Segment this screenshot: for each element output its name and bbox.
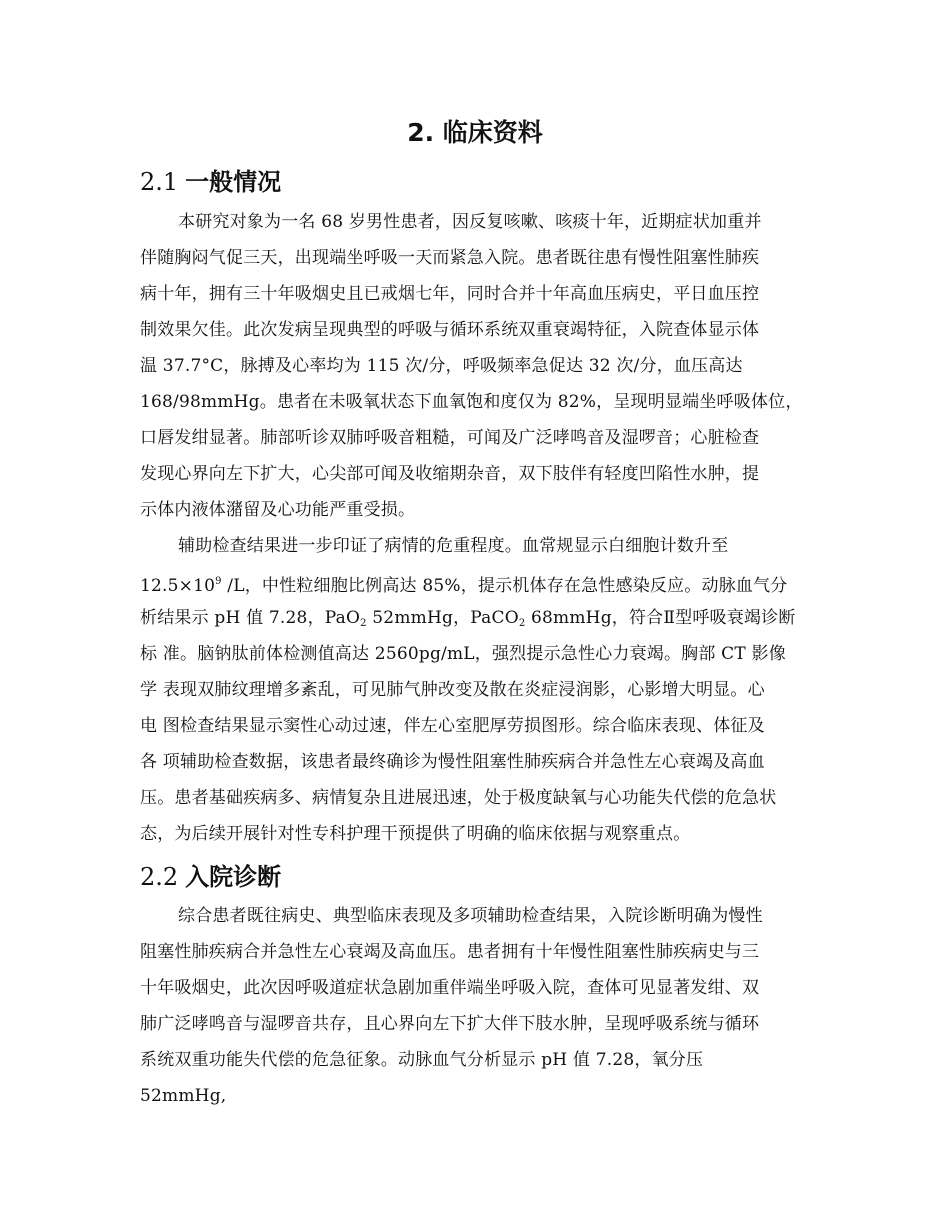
text-fragment: 52mmHg，PaCO xyxy=(366,608,519,628)
text-line: 学 表现双肺纹理增多紊乱，可见肺气肿改变及散在炎症浸润影，心影增大明显。心 xyxy=(140,680,765,700)
text-line: 病十年，拥有三十年吸烟史且已戒烟七年，同时合并十年高血压病史，平日血压控 xyxy=(140,284,760,304)
text-line: 综合患者既往病史、典型临床表现及多项辅助检查结果，入院诊断明确为慢性 xyxy=(178,906,763,926)
text-line: 肺广泛哮鸣音与湿啰音共存，且心界向左下扩大伴下肢水肿，呈现呼吸系统与循环 xyxy=(140,1014,760,1034)
text-line-blood-gas xyxy=(140,600,840,636)
text-line: 标 准。脑钠肽前体检测值高达 2560pg/mL，强烈提示急性心力衰竭。胸部 CT 影像 xyxy=(140,644,786,664)
text-line: 阻塞性肺疾病合并急性左心衰竭及高血压。患者拥有十年慢性阻塞性肺疾病史与三 xyxy=(140,942,760,962)
section-title: 一般情况 xyxy=(185,168,282,196)
text-line-wbc xyxy=(140,564,840,600)
section-title: 入院诊断 xyxy=(185,863,282,891)
text-line: 各 项辅助检查数据，该患者最终确诊为慢性阻塞性肺疾病合并急性左心衰竭及高血 xyxy=(140,752,765,772)
subscript: 2 xyxy=(518,618,526,629)
text-line: 伴随胸闷气促三天，出现端坐呼吸一天而紧急入院。患者既往患有慢性阻塞性肺疾 xyxy=(140,248,760,268)
text-fragment: /L，中性粒细胞比例高达 85%，提示机体存在急性感染反应。动脉血气分 xyxy=(221,576,788,596)
text-line: 制效果欠佳。此次发病呈现典型的呼吸与循环系统双重衰竭特征，入院查体显示体 xyxy=(140,320,760,340)
superscript: 9 xyxy=(215,576,222,587)
text-line: 发现心界向左下扩大，心尖部可闻及收缩期杂音，双下肢伴有轻度凹陷性水肿，提 xyxy=(140,464,760,484)
text-line: 本研究对象为一名 68 岁男性患者，因反复咳嗽、咳痰十年，近期症状加重并 xyxy=(178,212,762,232)
section-number: 2.1 xyxy=(140,168,179,196)
text-line: 电 图检查结果显示窦性心动过速，伴左心室肥厚劳损图形。综合临床表现、体征及 xyxy=(140,716,765,736)
text-line: 态，为后续开展针对性专科护理干预提供了明确的临床依据与观察重点。 xyxy=(140,824,691,844)
section-number: 2.2 xyxy=(140,863,179,891)
paragraph-admission-diagnosis xyxy=(140,898,840,1114)
text-fragment: 68mmHg，符合Ⅱ型呼吸衰竭诊断 xyxy=(525,608,796,628)
text-line: 口唇发绀显著。肺部听诊双肺呼吸音粗糙，可闻及广泛哮鸣音及湿啰音；心脏检查 xyxy=(140,428,760,448)
text-line: 168/98mmHg。患者在未吸氧状态下血氧饱和度仅为 82%，呈现明显端坐呼吸体位， xyxy=(140,392,803,412)
document-title: 2. 临床资料 xyxy=(407,118,543,147)
text-line: 压。患者基础疾病多、病情复杂且进展迅速，处于极度缺氧与心功能失代偿的危急状 xyxy=(140,788,777,808)
text-line: 辅助检查结果进一步印证了病情的危重程度。血常规显示白细胞计数升至 xyxy=(178,536,729,556)
text-line: 52mmHg, xyxy=(140,1086,227,1106)
text-line: 温 37.7°C，脉搏及心率均为 115 次/分，呼吸频率急促达 32 次/分，血压高达 xyxy=(140,356,743,376)
subscript: 2 xyxy=(360,618,367,629)
text-fragment: 析结果示 pH 值 7.28，PaO xyxy=(140,608,361,628)
paragraph-auxiliary-exams xyxy=(140,528,840,852)
section-heading-general xyxy=(140,164,281,200)
paragraph-general-condition xyxy=(140,204,840,528)
text-line: 系统双重功能失代偿的危急征象。动脉血气分析显示 pH 值 7.28，氧分压 xyxy=(140,1050,704,1070)
wbc-value: 12.5×10 xyxy=(140,576,216,596)
section-heading-diagnosis xyxy=(140,859,281,895)
text-line: 示体内液体潴留及心功能严重受损。 xyxy=(140,500,416,520)
text-line: 十年吸烟史，此次因呼吸道症状急剧加重伴端坐呼吸入院，查体可见显著发绀、双 xyxy=(140,978,760,998)
